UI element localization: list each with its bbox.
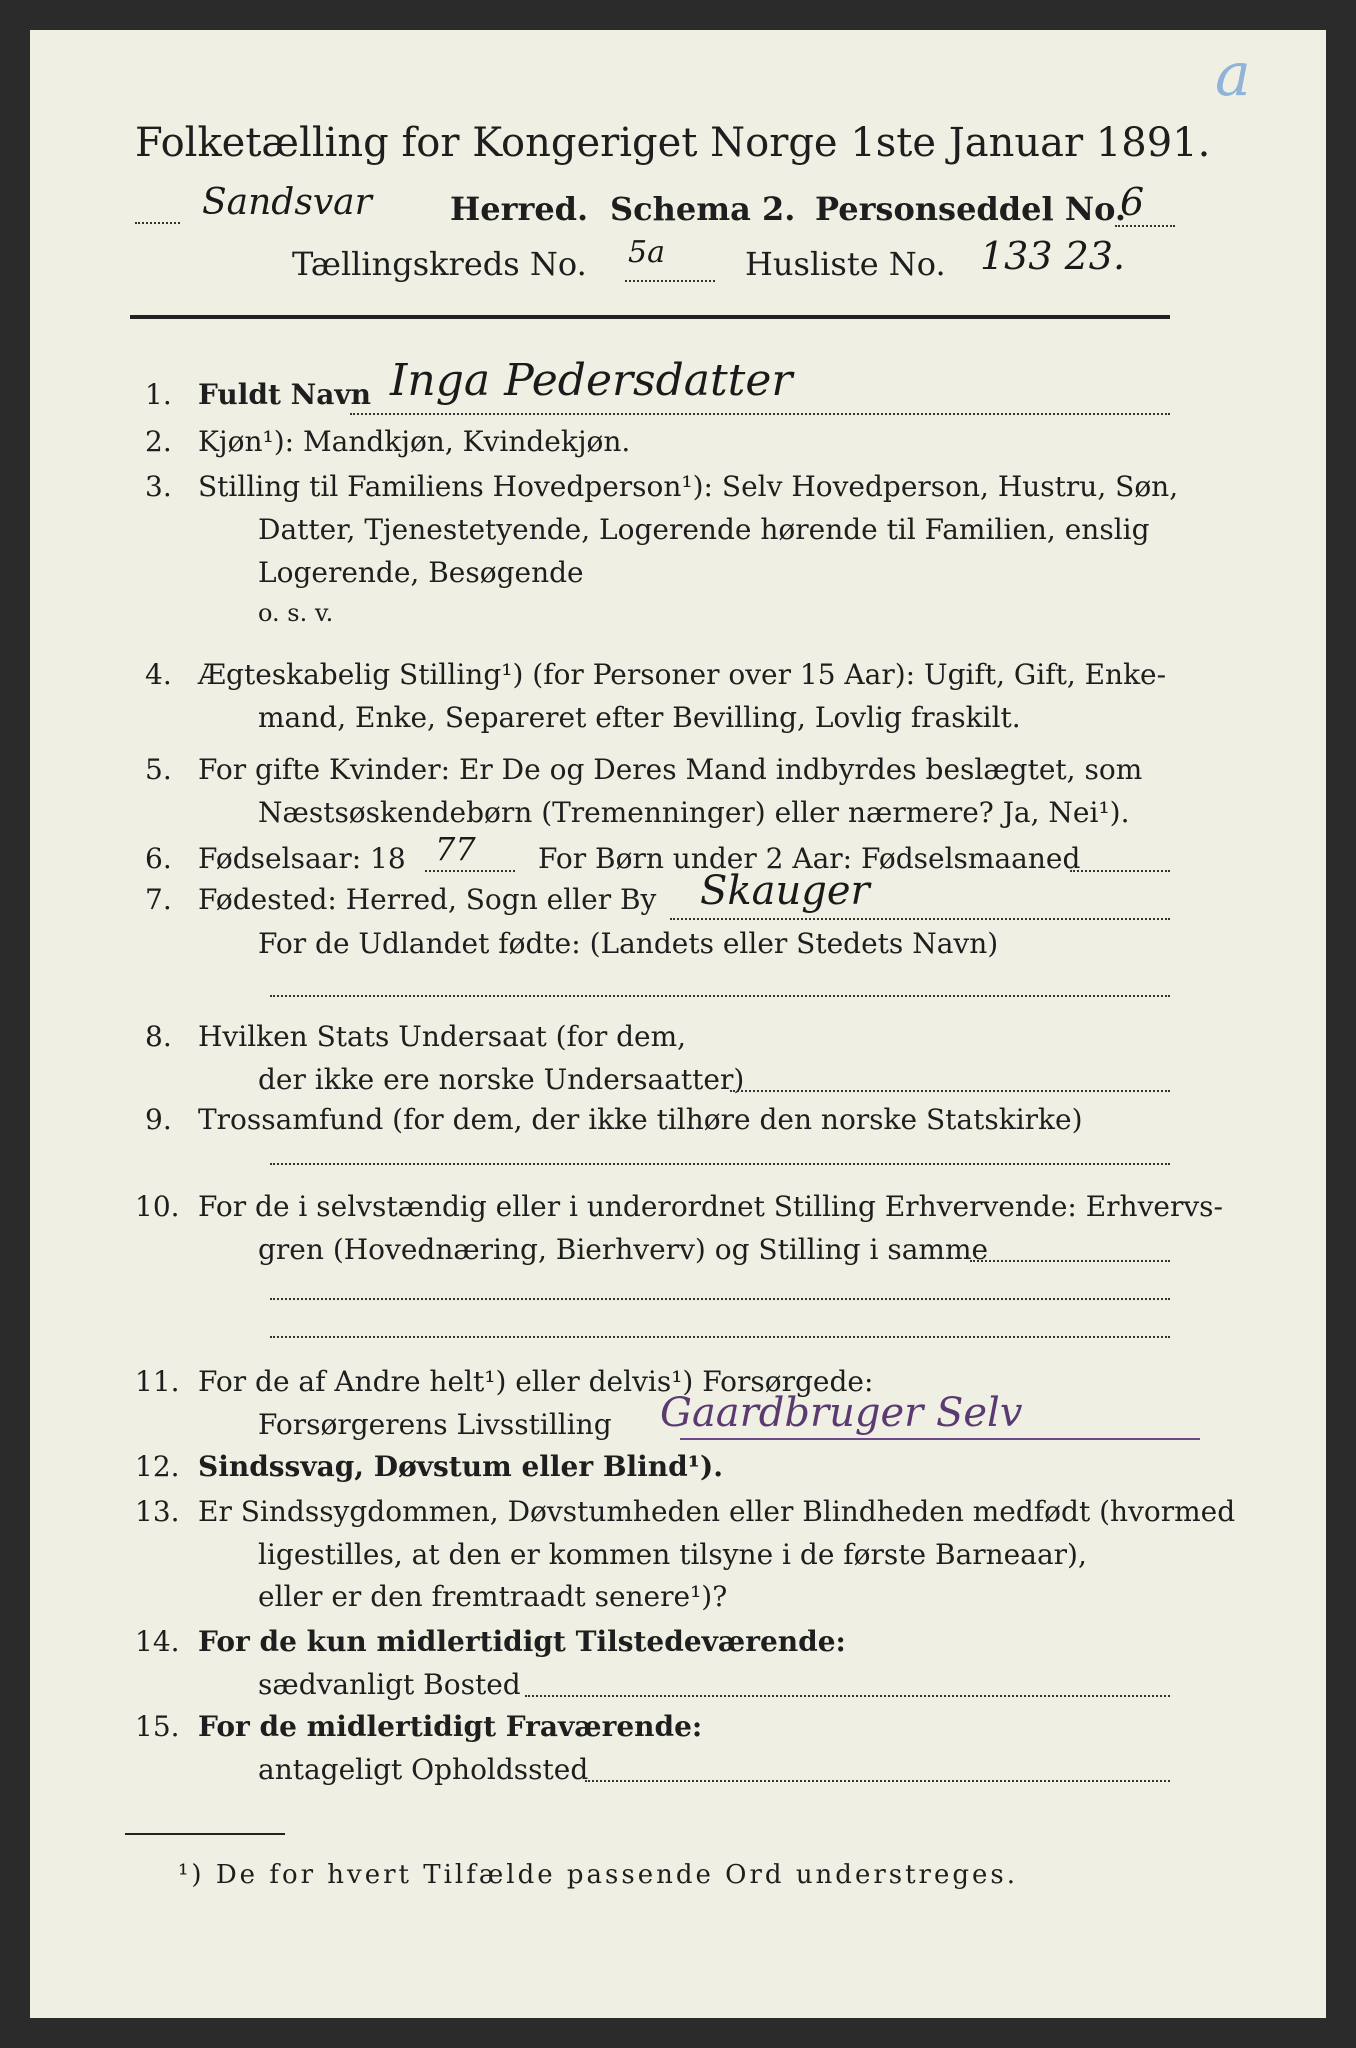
item-13-line2: ligestilles, at den er kommen tilsyne i de første Barneaar), xyxy=(258,1538,1087,1571)
item-11-line2: Forsørgerens Livsstilling xyxy=(258,1408,612,1441)
item-7-line2: For de Udlandet fødte: (Landets eller Stedets Navn) xyxy=(258,927,999,960)
item-13-line1: Er Sindssygdommen, Døvstumheden eller Blindheden medfødt (hvormed xyxy=(198,1495,1236,1528)
item-5-line2: Næstsøskendebørn (Tremenninger) eller nærmere? Ja, Nei¹). xyxy=(258,796,1130,829)
item-8-line1: Hvilken Stats Undersaat (for dem, xyxy=(198,1020,687,1053)
item-8-line2: der ikke ere norske Undersaatter) xyxy=(258,1063,745,1096)
footnote-rule xyxy=(125,1833,285,1835)
item-14-line1: For de kun midlertidigt Tilstedeværende: xyxy=(198,1625,846,1658)
item-6-value: 77 xyxy=(435,830,476,868)
item-6-number: 6. xyxy=(145,842,172,875)
item-3-line4: o. s. v. xyxy=(258,599,334,627)
herred-value: Sandsvar xyxy=(202,182,372,223)
item-1-label: Fuldt Navn xyxy=(198,378,372,411)
husliste-value: 133 23. xyxy=(980,234,1126,278)
census-form-page xyxy=(30,30,1326,2018)
corner-mark: a xyxy=(1215,40,1251,110)
item-11-line1: For de af Andre helt¹) eller delvis¹) Forsørgede: xyxy=(198,1365,874,1398)
item-14-line2: sædvanligt Bosted xyxy=(258,1668,521,1701)
item-10-line1: For de i selvstændig eller i underordnet Stilling Erhvervende: Erhvervs- xyxy=(198,1190,1224,1223)
item-3-line3: Logerende, Besøgende xyxy=(258,556,584,589)
item-6-label: Fødselsaar: 18 xyxy=(198,842,406,875)
item-3-line1: Stilling til Familiens Hovedperson¹): Selv Hovedperson, Hustru, Søn, xyxy=(198,470,1179,503)
schema-label: Schema 2. xyxy=(610,190,796,228)
item-15-line2: antageligt Opholdssted xyxy=(258,1753,589,1786)
item-7-number: 7. xyxy=(145,883,172,916)
item-4-line1: Ægteskabelig Stilling¹) (for Personer over 15 Aar): Ugift, Gift, Enke- xyxy=(198,658,1167,691)
item-7-value: Skauger xyxy=(700,868,870,914)
item-5-number: 5. xyxy=(145,753,172,786)
item-11-number: 11. xyxy=(135,1365,180,1398)
header-rule xyxy=(130,315,1170,319)
item-9-line1: Trossamfund (for dem, der ikke tilhøre den norske Statskirke) xyxy=(198,1103,1083,1136)
item-1-number: 1. xyxy=(145,378,172,411)
item-12-number: 12. xyxy=(135,1450,180,1483)
item-4-line2: mand, Enke, Separeret efter Bevilling, Lovlig fraskilt. xyxy=(258,701,1021,734)
item-6-label2: For Børn under 2 Aar: Fødselsmaaned xyxy=(538,842,1081,875)
item-15-line1: For de midlertidigt Fraværende: xyxy=(198,1710,703,1743)
item-8-number: 8. xyxy=(145,1020,172,1053)
item-13-number: 13. xyxy=(135,1495,180,1528)
item-14-number: 14. xyxy=(135,1625,180,1658)
item-10-number: 10. xyxy=(135,1190,180,1223)
item-13-line3: eller er den fremtraadt senere¹)? xyxy=(258,1580,728,1613)
item-3-line2: Datter, Tjenestetyende, Logerende hørende til Familien, enslig xyxy=(258,513,1150,546)
footnote: ¹) De for hvert Tilfælde passende Ord understreges. xyxy=(178,1860,1019,1890)
herred-label: Herred. xyxy=(450,190,589,228)
item-3-number: 3. xyxy=(145,470,172,503)
item-7-label: Fødested: Herred, Sogn eller By xyxy=(198,883,657,916)
husliste-label: Husliste No. xyxy=(745,245,946,283)
personseddel-label: Personseddel No. xyxy=(815,190,1126,228)
item-2-number: 2. xyxy=(145,425,172,458)
item-12-line1: Sindssvag, Døvstum eller Blind¹). xyxy=(198,1450,723,1483)
item-2-text: Kjøn¹): Mandkjøn, Kvindekjøn. xyxy=(198,425,631,458)
item-1-value: Inga Pedersdatter xyxy=(390,355,793,406)
item-9-number: 9. xyxy=(145,1103,172,1136)
item-11-value: Gaardbruger Selv xyxy=(660,1390,1023,1436)
item-15-number: 15. xyxy=(135,1710,180,1743)
kreds-value: 5a xyxy=(628,235,665,270)
form-title: Folketælling for Kongeriget Norge 1ste Januar 1891. xyxy=(135,120,1211,166)
kreds-label: Tællingskreds No. xyxy=(292,245,587,283)
item-10-line2: gren (Hovednæring, Bierhverv) og Stilling i samme xyxy=(258,1233,989,1266)
item-5-line1: For gifte Kvinder: Er De og Deres Mand indbyrdes beslægtet, som xyxy=(198,753,1143,786)
personseddel-value: 6 xyxy=(1120,180,1145,224)
item-4-number: 4. xyxy=(145,658,172,691)
